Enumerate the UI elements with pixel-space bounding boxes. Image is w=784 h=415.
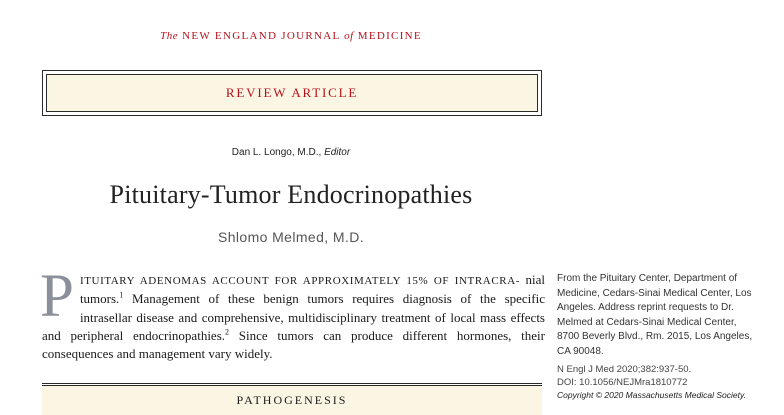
copyright-notice: Copyright © 2020 Massachusetts Medical Society. [557,390,746,400]
section-title: PATHOGENESIS [236,393,348,407]
abstract-text-1: nial tumors. [79,272,545,307]
editor-role: Editor [324,147,351,158]
journal-name-part-1: NEW ENGLAND JOURNAL [182,30,341,42]
article-type-label: REVIEW ARTICLE [225,85,359,100]
doi-link[interactable]: DOI: 10.1056/NEJMra1810772 [557,376,688,388]
article-author: Shlomo Melmed, M.D. [217,229,365,245]
reference-2[interactable]: 2 [225,327,230,337]
abstract-text-2: Management of these benign tumors requires diagnosis of the specific intrasellar disease and comprehensive, multidisciplinary treatment of local mass effects and peripheral endocrinopathies. [42,291,545,343]
reference-1[interactable]: 1 [119,290,124,300]
abstract-paragraph [40,263,546,363]
editor-name: Dan L. Longo, M.D., [231,147,322,158]
lead-in-small-caps: ITUITARY ADENOMAS ACCOUNT FOR APPROXIMATELY 15% OF INTRACRA- [79,275,521,287]
journal-prefix: The [160,30,179,42]
editor-line [0,147,582,158]
article-type-banner [42,70,542,116]
citation-block [557,364,767,402]
drop-cap: P [40,263,74,330]
journal-masthead [0,30,582,42]
abstract-text-3: Since tumors can produce different hormones, their consequences and management vary widely. [42,327,546,362]
article-title: Pituitary-Tumor Endocrinopathies [109,180,473,209]
section-header [42,383,542,415]
journal-name-part-2: MEDICINE [357,30,422,42]
journal-reference: N Engl J Med 2020;382:937-50. [557,364,692,375]
journal-of: of [344,30,354,42]
author-affiliation: From the Pituitary Center, Department of Medicine, Cedars-Sinai Medical Center, Los Angeles. Address reprint requests to Dr. Melmed at Cedars-Sinai Medical Center, 8700 Beverly Blvd., Rm. 2015, Los Angeles, CA 90048. [557,273,753,357]
